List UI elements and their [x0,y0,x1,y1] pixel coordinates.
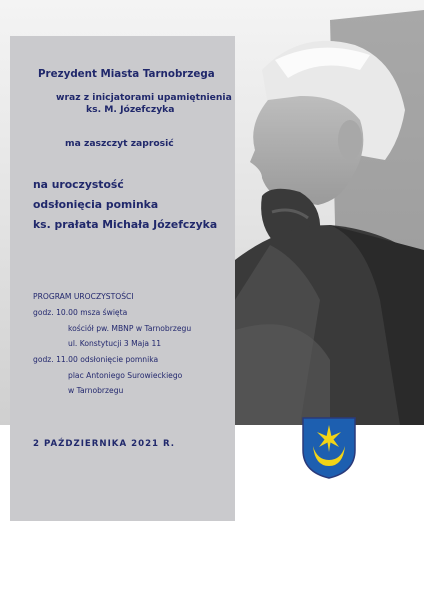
co-hosts-line2: ks. M. Józefczyka [86,104,175,115]
program-title: PROGRAM UROCZYSTOŚCI [33,292,134,301]
program-item-2-place-2: w Tarnobrzegu [68,386,124,395]
event-line3: ks. prałata Michała Józefczyka [33,218,218,231]
program-item-2: godz. 11.00 odsłonięcie pomnika [33,355,159,364]
program-item-2-place-1: plac Antoniego Surowieckiego [68,371,183,380]
tarnobrzeg-coat-of-arms-icon [301,416,357,480]
program-item-1-place-2: ul. Konstytucji 3 Maja 11 [68,339,162,348]
event-line1: na uroczystość [33,178,124,191]
event-date: 2 PAŹDZIERNIKA 2021 R. [33,439,176,449]
program-item-1-place-1: kościół pw. MBNP w Tarnobrzegu [68,324,192,333]
invite-line: ma zaszczyt zaprosić [65,138,174,149]
event-line2: odsłonięcia pominka [33,198,159,211]
co-hosts-line1: wraz z inicjatorami upamiętnienia [56,92,232,103]
program-item-1: godz. 10.00 msza święta [33,308,128,317]
host-title: Prezydent Miasta Tarnobrzega [38,68,215,80]
